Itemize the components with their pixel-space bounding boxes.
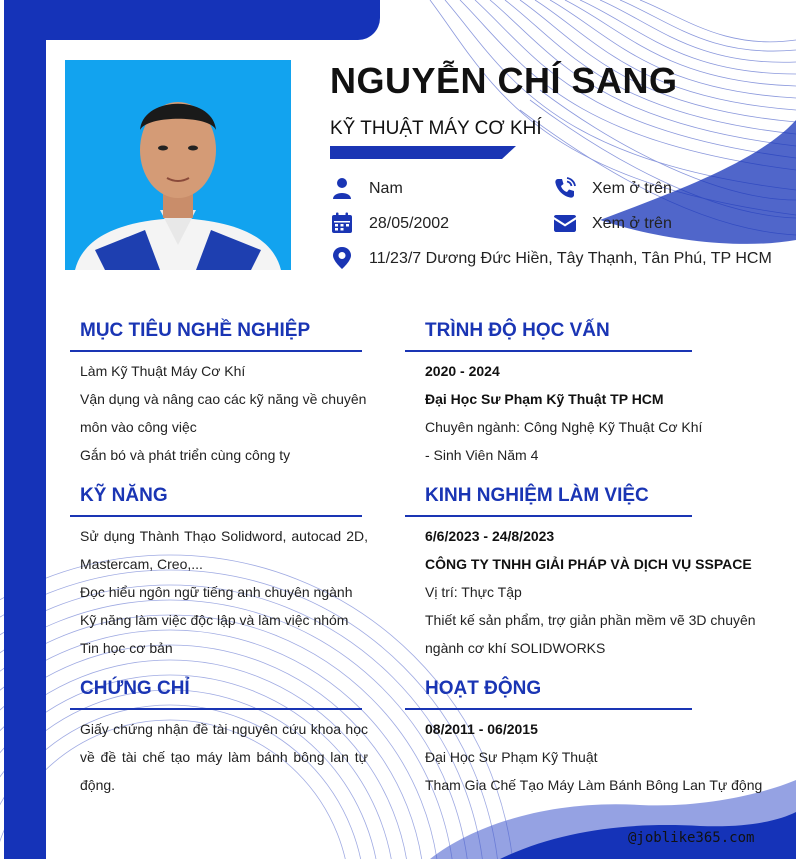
certificates-divider — [70, 708, 362, 710]
birthdate-value: 28/05/2002 — [369, 215, 450, 232]
calendar-icon — [330, 211, 354, 235]
skill-line: Tin học cơ bản — [80, 640, 173, 656]
activities-organization: Đại Học Sư Phạm Kỹ Thuật — [425, 749, 598, 765]
certificate-line: Giấy chứng nhận đề tài nguyên cứu khoa học về đề tài chế tạo máy làm bánh bông lan tự động. — [80, 721, 368, 793]
watermark: @joblike365.com — [628, 830, 755, 846]
phone-icon — [553, 176, 577, 200]
objective-line: Gắn bó và phát triển cùng công ty — [80, 447, 291, 463]
education-divider — [405, 350, 692, 352]
objective-line: Làm Kỹ Thuật Máy Cơ Khí — [80, 363, 246, 379]
education-period: 2020 - 2024 — [425, 363, 500, 379]
role-underline-bar — [330, 146, 516, 159]
address-value: 11/23/7 Dương Đức Hiền, Tây Thạnh, Tân Phú, TP HCM — [369, 250, 772, 267]
education-major: Chuyên ngành: Công Nghệ Kỹ Thuật Cơ Khí — [425, 419, 703, 435]
experience-company: CÔNG TY TNHH GIẢI PHÁP VÀ DỊCH VỤ SSPACE — [425, 556, 752, 572]
objective-divider — [70, 350, 362, 352]
education-title: TRÌNH ĐỘ HỌC VẤN — [425, 320, 610, 341]
gender-value: Nam — [369, 180, 403, 197]
email-value: Xem ở trên — [592, 215, 672, 232]
education-school: Đại Học Sư Phạm Kỹ Thuật TP HCM — [425, 391, 664, 407]
mail-icon — [553, 211, 577, 235]
skills-title: KỸ NĂNG — [80, 485, 168, 506]
certificates-title: CHỨNG CHỈ — [80, 678, 190, 699]
experience-divider — [405, 515, 692, 517]
experience-position: Vị trí: Thực Tập — [425, 584, 522, 600]
experience-description: Thiết kế sản phẩm, trợ giản phần mềm vẽ 3D chuyên ngành cơ khí SOLIDWORKS — [425, 612, 756, 656]
objective-title: MỤC TIÊU NGHỀ NGHIỆP — [80, 320, 311, 341]
skill-line: Kỹ năng làm việc độc lập và làm việc nhóm — [80, 612, 349, 628]
experience-period: 6/6/2023 - 24/8/2023 — [425, 528, 555, 544]
activities-description: Tham Gia Chế Tạo Máy Làm Bánh Bông Lan Tự động — [425, 777, 763, 793]
experience-title: KINH NGHIỆM LÀM VIỆC — [425, 485, 649, 506]
profile-photo — [65, 60, 291, 270]
skills-divider — [70, 515, 362, 517]
left-frame-bar — [4, 0, 46, 859]
skill-line: Sử dụng Thành Thạo Solidword, autocad 2D, Mastercam, Creo,... — [80, 528, 368, 572]
objective-line: Vận dụng và nâng cao các kỹ năng về chuyên môn vào công việc — [80, 391, 367, 435]
activities-divider — [405, 708, 692, 710]
top-frame-bar — [4, 0, 380, 40]
candidate-role: KỸ THUẬT MÁY CƠ KHÍ — [330, 118, 542, 139]
activities-title: HOẠT ĐỘNG — [425, 678, 542, 699]
skill-line: Đọc hiểu ngôn ngữ tiếng anh chuyên ngành — [80, 584, 353, 600]
education-status: - Sinh Viên Năm 4 — [425, 447, 539, 463]
user-icon — [330, 176, 354, 200]
candidate-name: NGUYỄN CHÍ SANG — [330, 60, 678, 101]
activities-period: 08/2011 - 06/2015 — [425, 721, 538, 737]
phone-value: Xem ở trên — [592, 180, 672, 197]
location-icon — [330, 246, 354, 270]
